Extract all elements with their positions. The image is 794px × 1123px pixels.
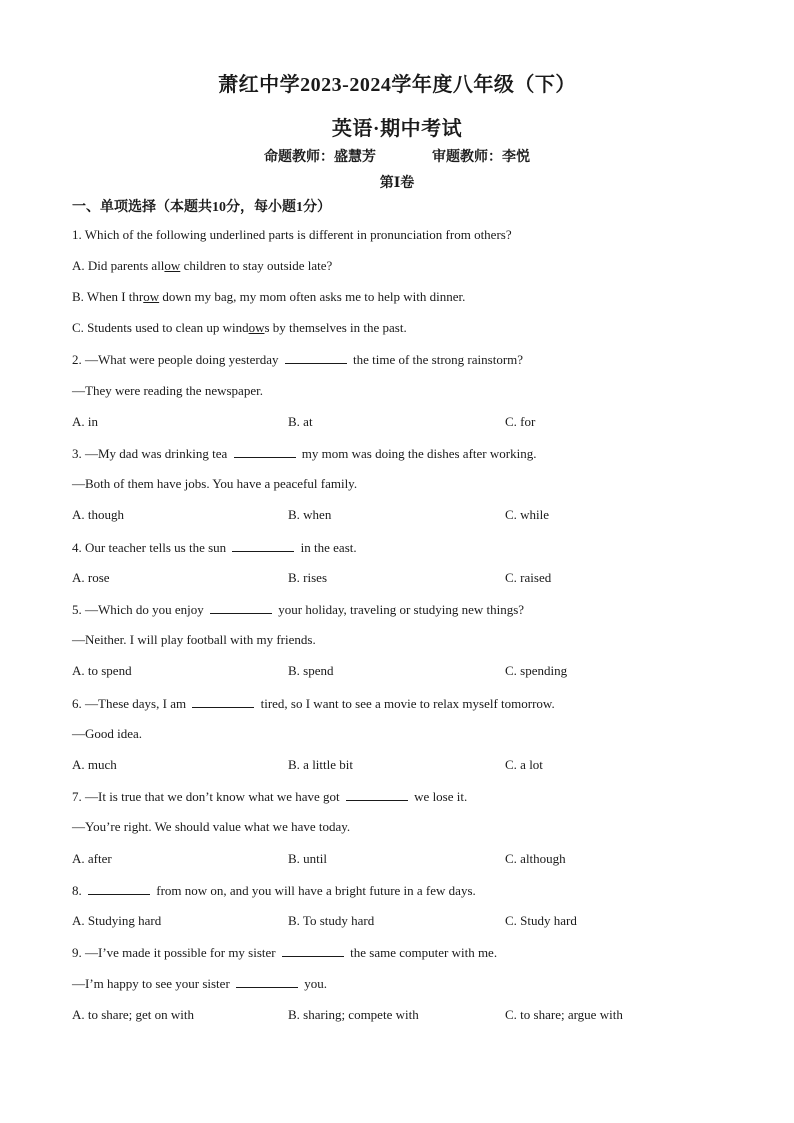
- answer-blank: [88, 882, 150, 895]
- section-heading: 一、单项选择（本题共10分，每小题1分）: [72, 200, 331, 215]
- question-4-stem: 4. Our teacher tells us the sun in the east.: [72, 540, 357, 555]
- option-c: C. spending: [505, 663, 568, 678]
- option-a: A. much: [72, 757, 117, 772]
- option-b: B. spend: [288, 663, 334, 678]
- question-1-option-c: C. Students used to clean up windows by themselves in the past.: [72, 320, 407, 335]
- question-9-stem: 9. —I’ve made it possible for my sister the same computer with me.: [72, 945, 498, 960]
- exam-subtitle: 英语·期中考试: [331, 118, 463, 140]
- option-a: A. after: [72, 851, 112, 866]
- option-b: B. rises: [288, 570, 327, 585]
- option-b: B. at: [288, 414, 313, 429]
- option-b: B. until: [288, 851, 328, 866]
- volume-label: 第Ⅰ卷: [379, 176, 415, 191]
- underlined-part: ow: [248, 320, 265, 335]
- option-c: C. Study hard: [505, 913, 577, 928]
- question-6-reply: —Good idea.: [72, 726, 143, 741]
- answer-blank: [192, 695, 254, 708]
- question-7-reply: —You’re right. We should value what we have today.: [72, 819, 351, 834]
- option-a: A. rose: [72, 570, 110, 585]
- option-c: C. a lot: [505, 757, 543, 772]
- option-a: A. to share; get on with: [72, 1007, 195, 1022]
- question-1-stem: 1. Which of the following underlined parts is different in pronunciation from others?: [72, 227, 512, 242]
- question-2-reply: —They were reading the newspaper.: [72, 383, 263, 398]
- underlined-part: ow: [143, 289, 160, 304]
- option-a: A. Studying hard: [72, 913, 162, 928]
- question-5-stem: 5. —Which do you enjoy your holiday, traveling or studying new things?: [72, 602, 525, 617]
- answer-blank: [232, 539, 294, 552]
- question-1-option-b: B. When I throw down my bag, my mom often asks me to help with dinner.: [72, 289, 466, 304]
- answer-blank: [346, 788, 408, 801]
- option-c: C. raised: [505, 570, 552, 585]
- question-1-option-a: A. Did parents allow children to stay outside late?: [72, 258, 333, 273]
- option-c: C. while: [505, 507, 550, 522]
- option-a: A. though: [72, 507, 124, 522]
- answer-blank: [234, 445, 296, 458]
- option-c: C. to share; argue with: [505, 1007, 623, 1022]
- option-b: B. when: [288, 507, 332, 522]
- setter-teacher: 命题教师：盛慧芳: [264, 150, 376, 165]
- answer-blank: [282, 944, 344, 957]
- question-3-reply: —Both of them have jobs. You have a peaceful family.: [72, 476, 358, 491]
- answer-blank: [236, 975, 298, 988]
- option-c: C. although: [505, 851, 566, 866]
- option-b: B. sharing; compete with: [288, 1007, 419, 1022]
- answer-blank: [210, 601, 272, 614]
- question-9-reply: —I’m happy to see your sister you.: [72, 976, 328, 991]
- option-a: A. in: [72, 414, 98, 429]
- option-b: B. a little bit: [288, 757, 353, 772]
- question-6-stem: 6. —These days, I am tired, so I want to see a movie to relax myself tomorrow.: [72, 696, 555, 711]
- question-7-stem: 7. —It is true that we don’t know what we have got we lose it.: [72, 789, 468, 804]
- question-2-stem: 2. —What were people doing yesterday the time of the strong rainstorm?: [72, 352, 524, 367]
- option-a: A. to spend: [72, 663, 132, 678]
- option-b: B. To study hard: [288, 913, 375, 928]
- question-5-reply: —Neither. I will play football with my friends.: [72, 632, 316, 647]
- option-c: C. for: [505, 414, 536, 429]
- underlined-part: ow: [164, 258, 181, 273]
- question-3-stem: 3. —My dad was drinking tea my mom was doing the dishes after working.: [72, 446, 537, 461]
- teacher-info: [0, 146, 794, 166]
- answer-blank: [285, 351, 347, 364]
- reviewer-teacher: 审题教师：李悦: [432, 150, 530, 165]
- question-8-stem: 8. from now on, and you will have a bright future in a few days.: [72, 883, 476, 898]
- exam-title: 萧红中学2023-2024学年度八年级（下）: [218, 74, 576, 96]
